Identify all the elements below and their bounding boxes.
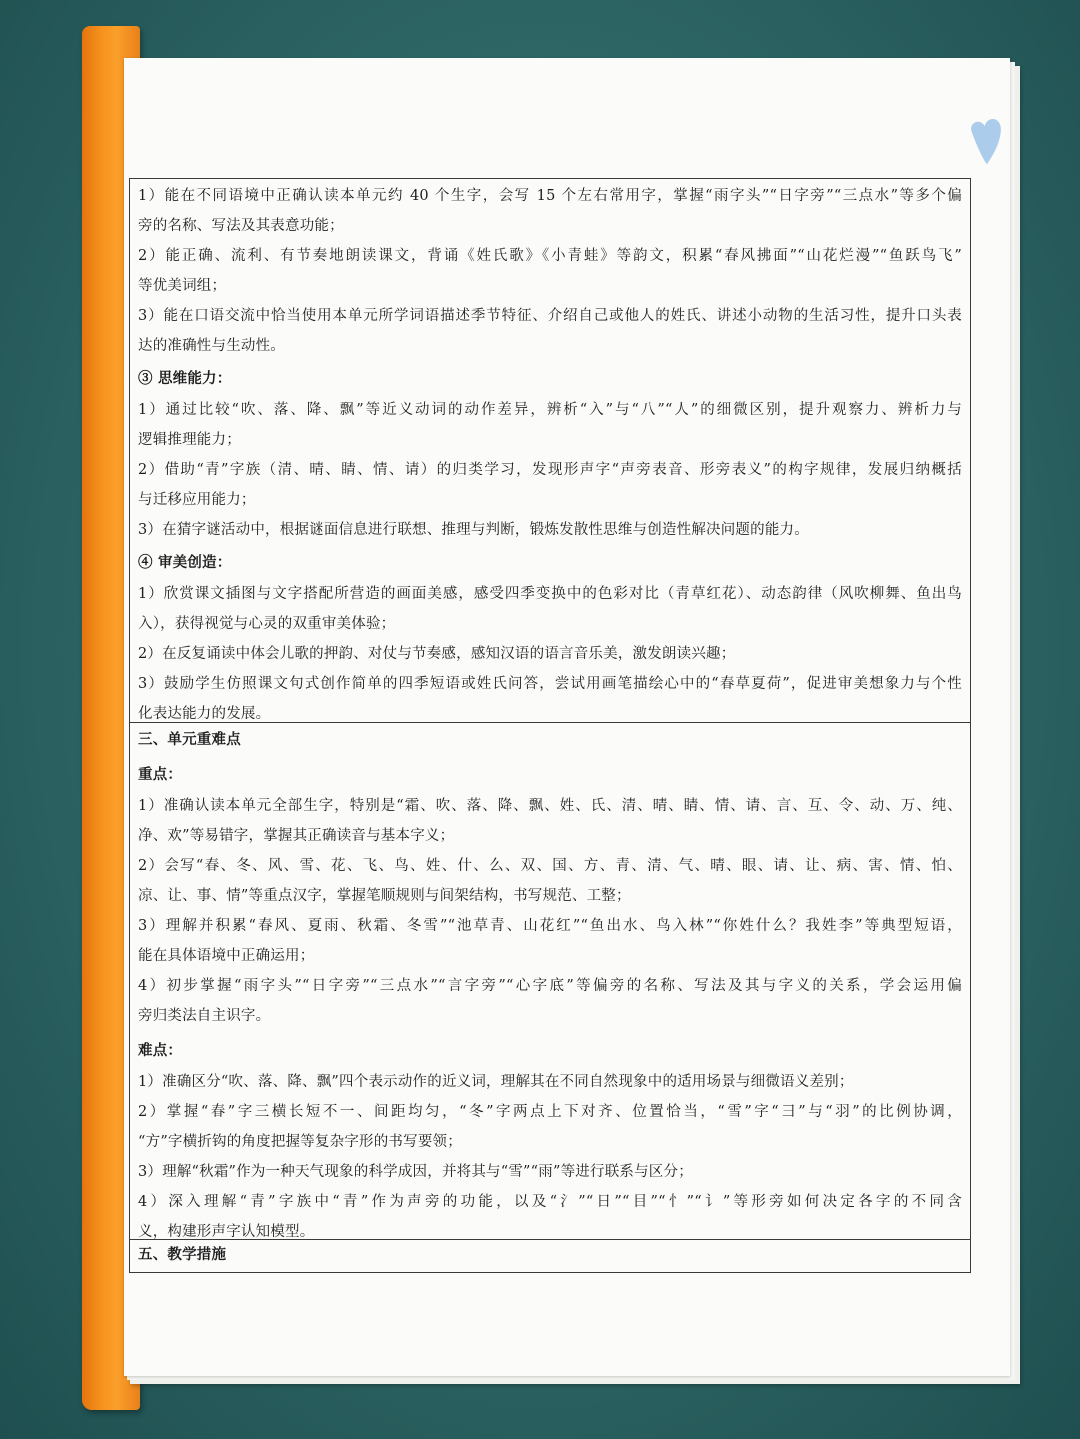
difficult-points-label: 难点： xyxy=(138,1042,183,1059)
list-item: 4）深入理解“青”字族中“青”作为声旁的功能，以及“氵”“日”“目”“忄”“讠”等形旁如何决定各字的不同含 义，构建形声字认知模型。 xyxy=(138,1194,962,1240)
lesson-plan-table xyxy=(129,178,971,1273)
difficult-points-list xyxy=(138,1067,962,1247)
list-item: 1）能在不同语境中正确认读本单元约 40 个生字，会写 15 个左右常用字，掌握“雨字头”“日字旁”“三点水”等多个偏 旁的名称、写法及其表意功能； xyxy=(138,188,962,234)
objectives-cell xyxy=(130,179,970,722)
list-item: 3）理解“秋霜”作为一种天气现象的科学成因，并将其与“雪”“雨”等进行联系与区分； xyxy=(138,1164,693,1180)
list-item: 3）鼓励学生仿照课文句式创作简单的四季短语或姓氏问答，尝试用画笔描绘心中的“春草夏荷”，促进审美想象力与个性 化表达能力的发展。 xyxy=(138,676,962,722)
list-item: 2）在反复诵读中体会儿歌的押韵、对仗与节奏感，感知汉语的语言音乐美，激发朗读兴趣； xyxy=(138,646,736,662)
aesthetic-items xyxy=(138,579,962,729)
thinking-heading: ③ 思维能力： xyxy=(138,370,232,387)
list-item: 1）通过比较“吹、落、降、飘”等近义动词的动作差异，辨析“入”与“八”“人”的细微区别，提升观察力、辨析力与 逻辑推理能力； xyxy=(138,402,962,448)
list-item: 4）初步掌握“雨字头”“日字旁”“三点水”“言字旁”“心字底”等偏旁的名称、写法及其与字义的关系，学会运用偏 旁归类法自主识字。 xyxy=(138,978,962,1024)
section-title: 三、单元重难点 xyxy=(138,731,241,748)
thinking-items xyxy=(138,395,962,545)
aesthetic-heading: ④ 审美创造： xyxy=(138,554,232,571)
list-item: 2）能正确、流利、有节奏地朗读课文，背诵《姓氏歌》《小青蛙》等韵文，积累“春风拂面”“山花烂漫”“鱼跃鸟飞” 等优美词组； xyxy=(138,248,962,294)
section-title: 五、教学措施 xyxy=(138,1246,227,1263)
list-item: 2）掌握“春”字三横长短不一、间距均匀，“冬”字两点上下对齐、位置恰当，“雪”字“彐”与“羽”的比例协调， “方”字横折钩的角度把握等复杂字形的书写要领； xyxy=(138,1104,962,1150)
list-item: 1）准确认读本单元全部生字，特别是“霜、吹、落、降、飘、姓、氏、清、晴、睛、情、请、言、互、令、动、万、纯、 净、欢”等易错字，掌握其正确读音与基本字义； xyxy=(138,798,962,844)
language-items xyxy=(138,181,962,361)
list-item: 1）准确区分“吹、落、降、飘”四个表示动作的近义词，理解其在不同自然现象中的适用场景与细微语义差别； xyxy=(138,1074,854,1090)
list-item: 2）借助“青”字族（清、晴、睛、情、请）的归类学习，发现形声字“声旁表音、形旁表义”的构字规律，发展归纳概括 与迁移应用能力； xyxy=(138,462,962,508)
list-item: 3）能在口语交流中恰当使用本单元所学词语描述季节特征、介绍自己或他人的姓氏、讲述小动物的生活习性，提升口头表 达的准确性与生动性。 xyxy=(138,308,962,354)
heart-icon xyxy=(968,112,1024,168)
list-item: 3）理解并积累“春风、夏雨、秋霜、冬雪”“池草青、山花红”“鱼出水、鸟入林”“你姓什么？我姓李”等典型短语， 能在具体语境中正确运用； xyxy=(138,918,962,964)
list-item: 1）欣赏课文插图与文字搭配所营造的画面美感，感受四季变换中的色彩对比（青草红花）、动态韵律（风吹柳舞、鱼出鸟 入），获得视觉与心灵的双重审美体验； xyxy=(138,586,962,632)
key-points-label: 重点： xyxy=(138,766,183,783)
key-difficult-points-cell xyxy=(130,722,970,1239)
key-points-list xyxy=(138,791,962,1031)
list-item: 3）在猜字谜活动中，根据谜面信息进行联想、推理与判断，锻炼发散性思维与创造性解决问题的能力。 xyxy=(138,522,809,538)
list-item: 2）会写“春、冬、风、雪、花、飞、鸟、姓、什、么、双、国、方、青、清、气、晴、眼、请、让、病、害、情、怕、 凉、让、事、情”等重点汉字，掌握笔顺规则与间架结构，书写规范、工整； xyxy=(138,858,962,904)
